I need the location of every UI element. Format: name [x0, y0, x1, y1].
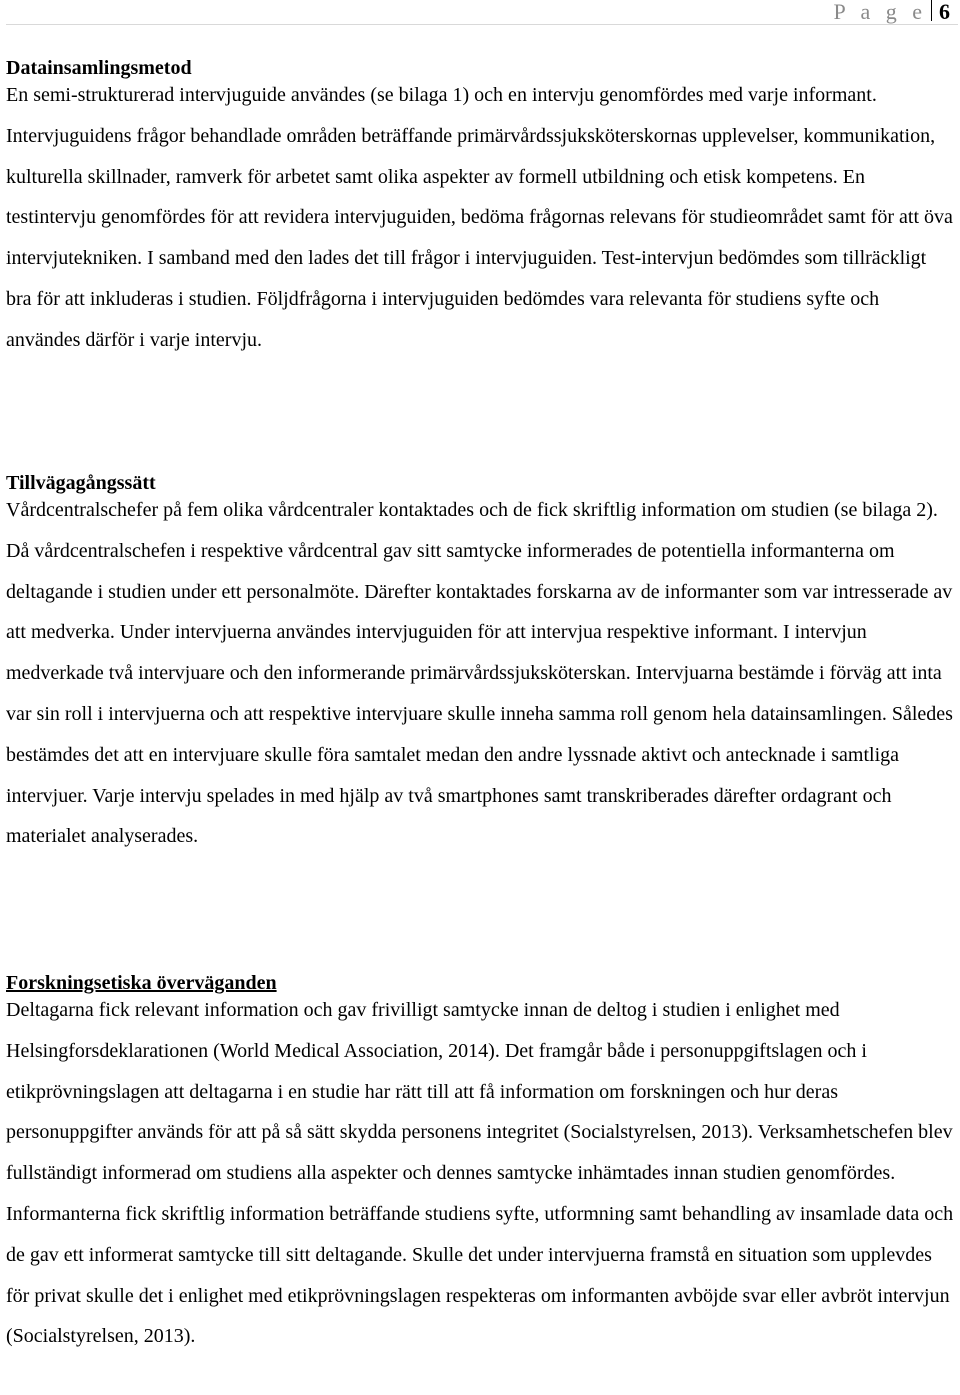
section-heading: Tillvägagångssätt — [6, 472, 156, 494]
section-heading: Forskningsetiska överväganden — [6, 972, 277, 994]
page-separator — [931, 0, 932, 21]
section-forskningsetiska-overvaganden — [6, 970, 956, 1357]
header-divider — [6, 24, 958, 25]
section-paragraph: En semi-strukturerad intervjuguide användes (se bilaga 1) och en intervju genomfördes med varje informant. Intervjuguidens frågor behandlade områden beträffande primärvårdssjuksköterskornas upplevelser, kommunikation, kulturella skillnader, ramverk för arbetet samt olika aspekter av formell utbildning och etisk kompetens. En testintervju genomfördes för att revidera intervjuguiden, bedöma frågornas relevans för studieområdet samt för att öva intervjutekniken. I samband med den lades det till frågor i intervjuguiden. Test-intervjun bedömdes som tillräckligt bra för att inkluderas i studien. Följdfrågorna i intervjuguiden bedömdes vara relevanta för studiens syfte och användes därför i varje intervju. — [6, 84, 953, 351]
section-heading: Datainsamlingsmetod — [6, 57, 192, 79]
page-header — [834, 0, 950, 22]
section-paragraph: Deltagarna fick relevant information och gav frivilligt samtycke innan de deltog i studien i enlighet med Helsingforsdeklarationen (World Medical Association, 2014). Det framgår både i personuppgiftslagen och i etikprövningslagen att deltagarna i en studie har rätt till att få information om forskningen och hur deras personuppgifter används för att på så sätt skydda personens integritet (Socialstyrelsen, 2013). Verksamhetschefen blev fullständigt informerad om studiens alla aspekter och dennes samtycke inhämtades innan studien genomfördes. Informanterna fick skriftlig information beträffande studiens syfte, utformning samt behandling av insamlade data och de gav ett informerat samtycke till sitt deltagande. Skulle det under intervjuerna framstå en situation som upplevdes för privat skulle det i enlighet med etikprövningslagen respekteras om informanten avböjde svar eller avbröt intervjun (Socialstyrelsen, 2013). — [6, 999, 954, 1348]
section-datainsamlingsmetod — [6, 55, 956, 361]
section-tillvagagangssatt — [6, 470, 956, 857]
section-paragraph: Vårdcentralschefer på fem olika vårdcentraler kontaktades och de fick skriftlig information om studien (se bilaga 2). Då vårdcentralschefen i respektive vårdcentral gav sitt samtycke informerades de potentiella informanterna om deltagande i studien under ett personalmöte. Därefter kontaktades forskarna av de informanter som var intresserade av att medverka. Under intervjuerna användes intervjuguiden för att intervjua respektive informant. I intervjun medverkade två intervjuare och den informerande primärvårdssjuksköterskan. Intervjuarna bestämde i förväg att inta var sin roll i intervjuerna och att respektive intervjuare skulle inneha samma roll genom hela datainsamlingen. Således bestämdes det att en intervjuare skulle föra samtalet medan den andre lyssnade aktivt och antecknade i samtliga intervjuer. Varje intervju spelades in med hjälp av två smartphones samt transkriberades därefter ordagrant och materialet analyserades. — [6, 499, 953, 848]
page-label: P a g e — [833, 0, 927, 24]
page-number: 6 — [939, 0, 950, 24]
